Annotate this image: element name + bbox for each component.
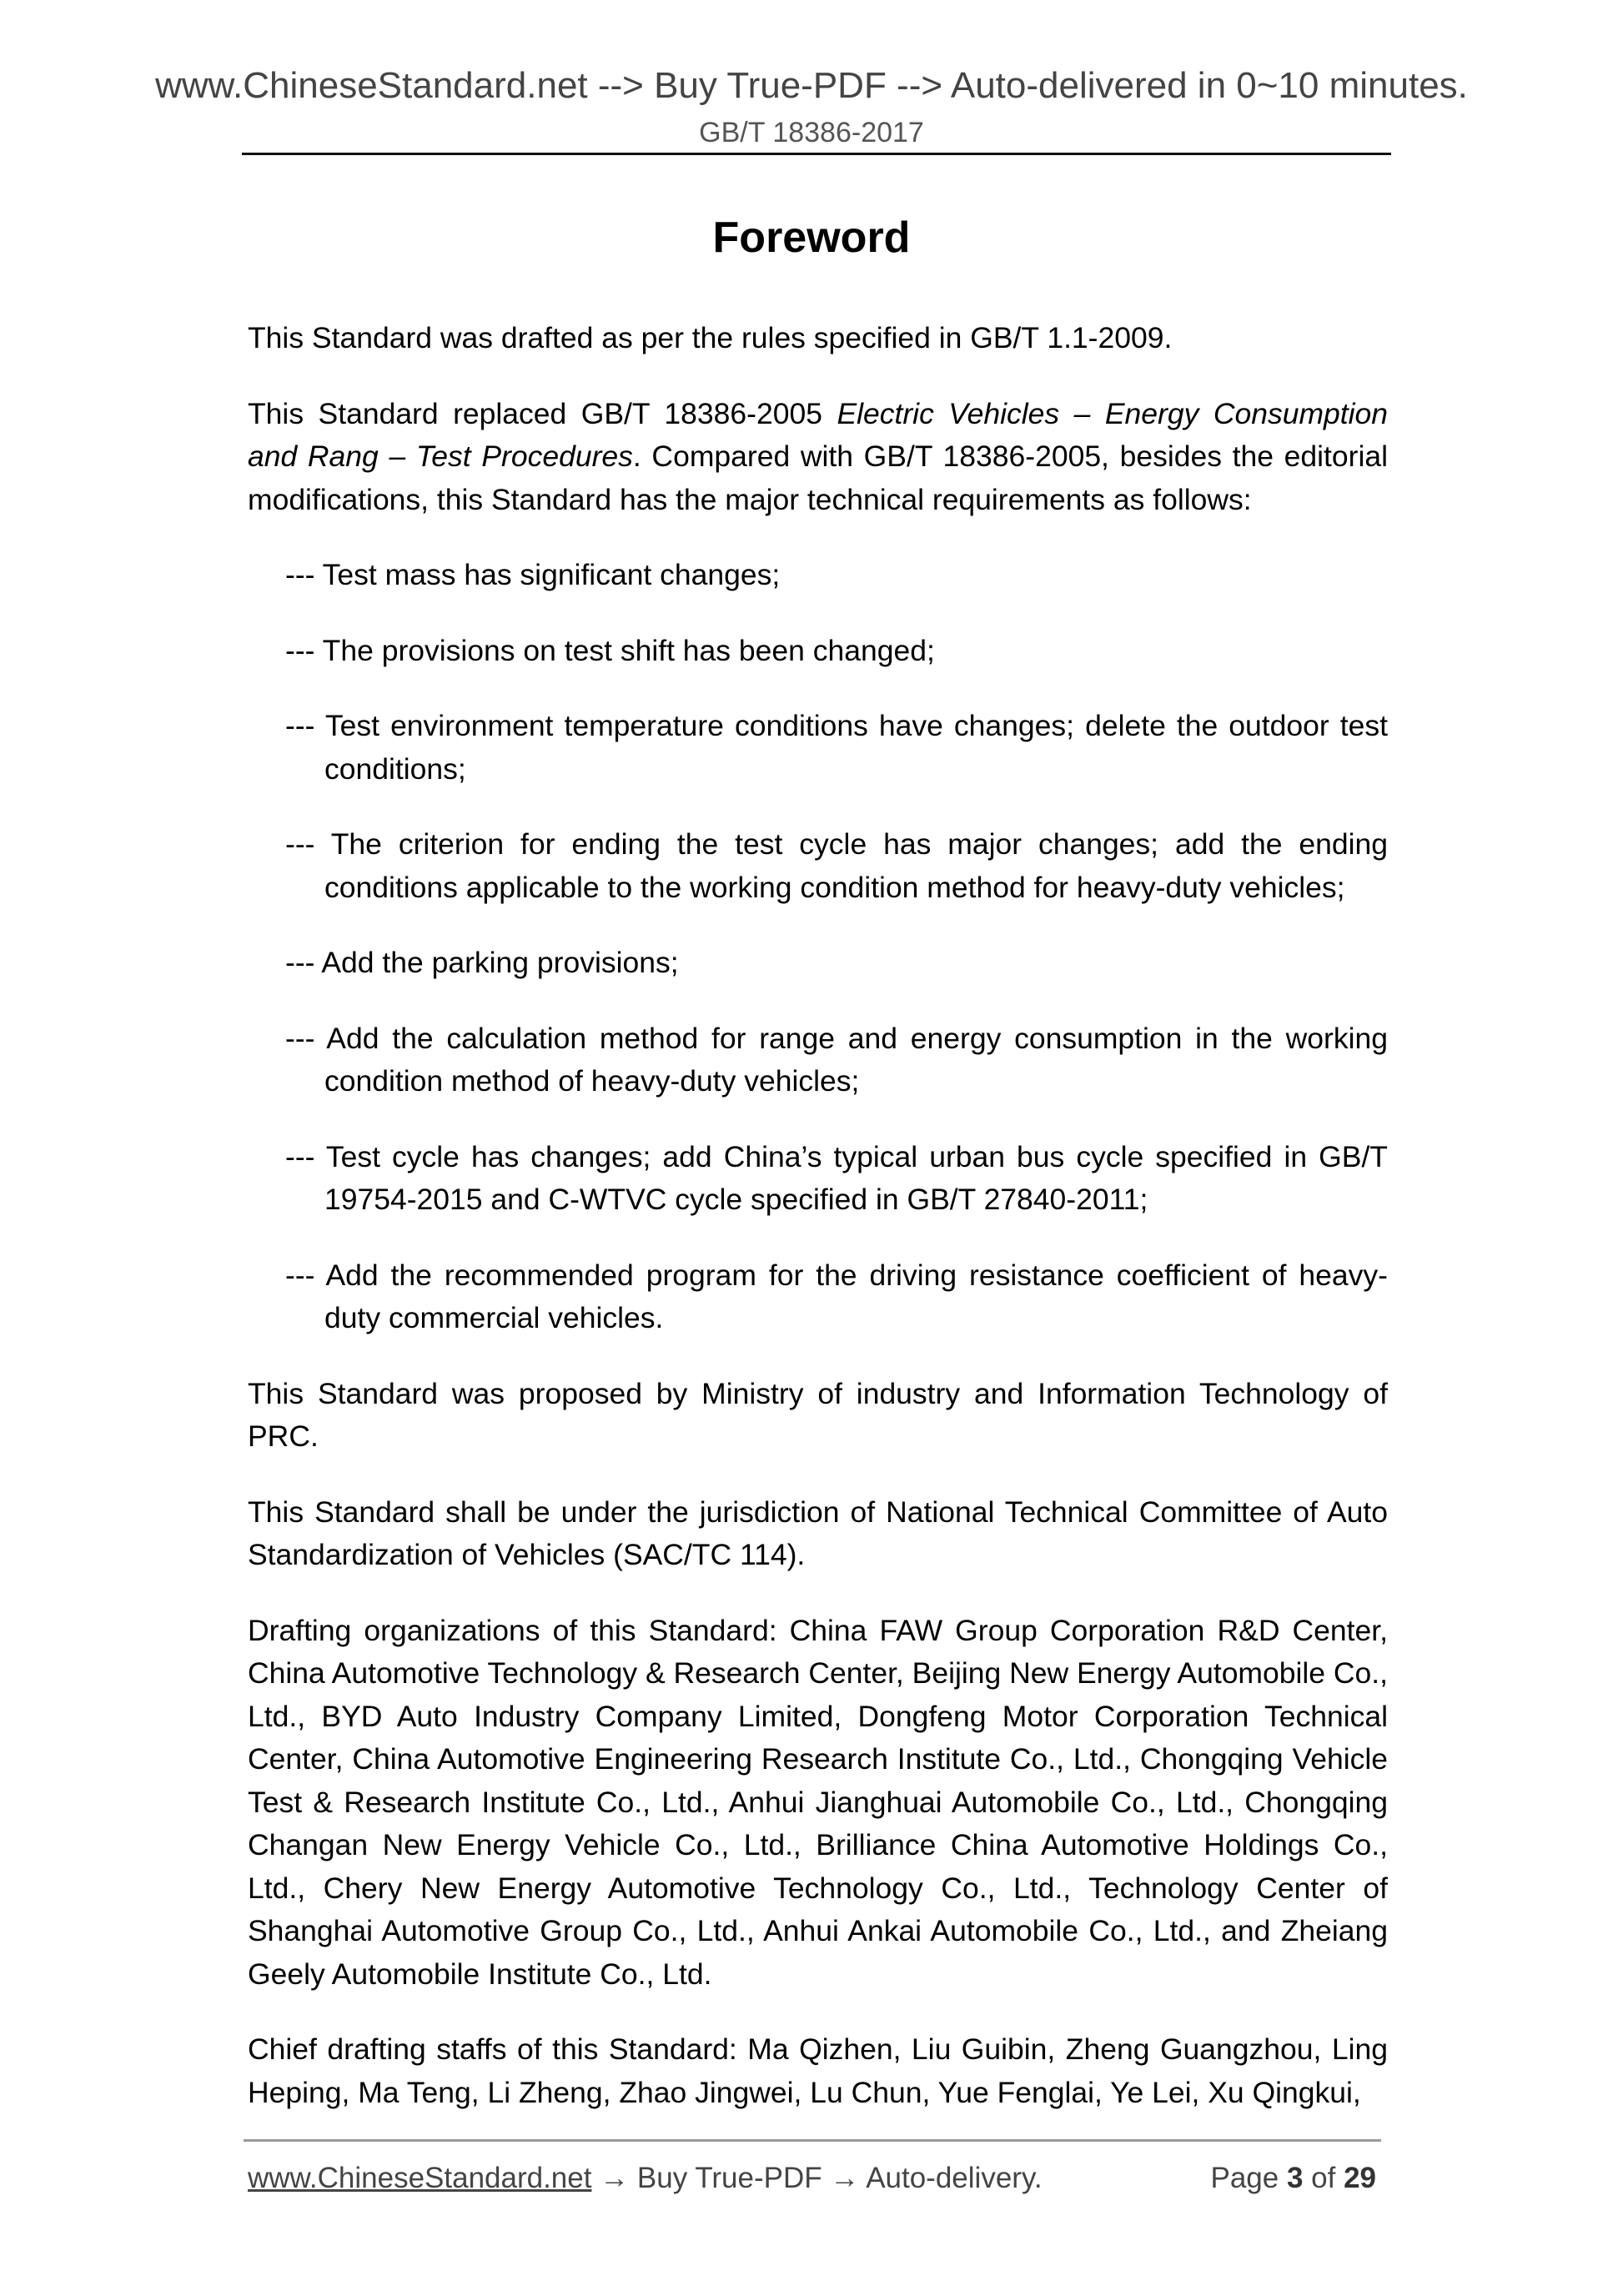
list-item: --- The provisions on test shift has been changed; <box>285 633 935 667</box>
arrow-icon: → <box>591 2162 637 2194</box>
current-page: 3 <box>1286 2162 1304 2194</box>
paragraph: This Standard was proposed by Ministry of industry and Information Technology of PRC. <box>248 1376 1388 1453</box>
list-item: --- Add the recommended program for the driving resistance coefficient of heavy-duty commercial vehicles. <box>285 1258 1388 1334</box>
footer <box>248 2162 1376 2195</box>
list-item: --- Test environment temperature conditions have changes; delete the outdoor test conditions; <box>285 709 1388 786</box>
page-title: Foreword <box>712 214 911 262</box>
total-pages: 29 <box>1344 2162 1376 2194</box>
list-item: --- The criterion for ending the test cycle has major changes; add the ending conditions applicable to the working condition method for heavy-duty vehicles; <box>285 827 1388 904</box>
paragraph: This Standard was drafted as per the rules specified in GB/T 1.1-2009. <box>248 321 1173 354</box>
page-label: Page <box>1210 2162 1287 2194</box>
site-link[interactable]: www.ChineseStandard.net <box>248 2162 592 2194</box>
list-item: --- Add the parking provisions; <box>285 946 679 979</box>
buy-text: Buy True-PDF <box>636 2162 822 2194</box>
of-label: of <box>1303 2162 1344 2194</box>
referenced-title: Electric Vehicles – Energy Consumption and Rang – Test Procedures <box>248 396 1388 473</box>
list-item: --- Test cycle has changes; add China’s typical urban bus cycle specified in GB/T 19754-2015 and C-WTVC cycle specified in GB/T 27840-2011; <box>285 1139 1388 1216</box>
list-item: --- Test mass has significant changes; <box>285 558 781 591</box>
paragraph <box>248 393 1388 522</box>
paragraph: Chief drafting staffs of this Standard: Ma Qizhen, Liu Guibin, Zheng Guangzhou, Ling Heping, Ma Teng, Li Zheng, Zhao Jingwei, Lu Chun, Yue Fenglai, Ye Lei, Xu Qingkui, <box>248 2032 1388 2109</box>
document-id: GB/T 18386-2017 <box>699 117 924 148</box>
footer-left <box>248 2162 1043 2195</box>
delivery-text: Auto-delivery. <box>866 2162 1043 2194</box>
header-banner: www.ChineseStandard.net --> Buy True-PDF --> Auto-delivered in 0~10 minutes. <box>155 65 1468 106</box>
paragraph-text: . Compared with GB/T 18386-2005, besides the editorial modifications, this Standard has the major technical requirements as follows: <box>248 440 1388 516</box>
page-number <box>1210 2162 1376 2195</box>
paragraph: Drafting organizations of this Standard: China FAW Group Corporation R&D Center, China Automotive Technology & Research Center, Beijing New Energy Automobile Co., Ltd., BYD Auto Industry Company Limited, Dongfeng Motor Corporation Technical Center, China Automotive Engineering Research Institute Co., Ltd., Chongqing Vehicle Test & Research Institute Co., Ltd., Anhui Jianghuai Automobile Co., Ltd., Chongqing Changan New Energy Vehicle Co., Ltd., Brilliance China Automotive Holdings Co., Ltd., Chery New Energy Automotive Technology Co., Ltd., Technology Center of Shanghai Automotive Group Co., Ltd., Anhui Ankai Automobile Co., Ltd., and Zheiang Geely Automobile Institute Co., Ltd. <box>248 1613 1388 1991</box>
document-body <box>248 317 1388 2147</box>
footer-divider <box>244 2139 1381 2142</box>
paragraph: This Standard shall be under the jurisdiction of National Technical Committee of Auto Standardization of Vehicles (SAC/TC 114). <box>248 1495 1388 1571</box>
header-divider <box>242 153 1391 155</box>
list-item: --- Add the calculation method for range and energy consumption in the working condition method of heavy-duty vehicles; <box>285 1021 1388 1098</box>
arrow-icon: → <box>822 2162 867 2194</box>
paragraph-text: This Standard replaced GB/T 18386-2005 <box>248 396 837 430</box>
